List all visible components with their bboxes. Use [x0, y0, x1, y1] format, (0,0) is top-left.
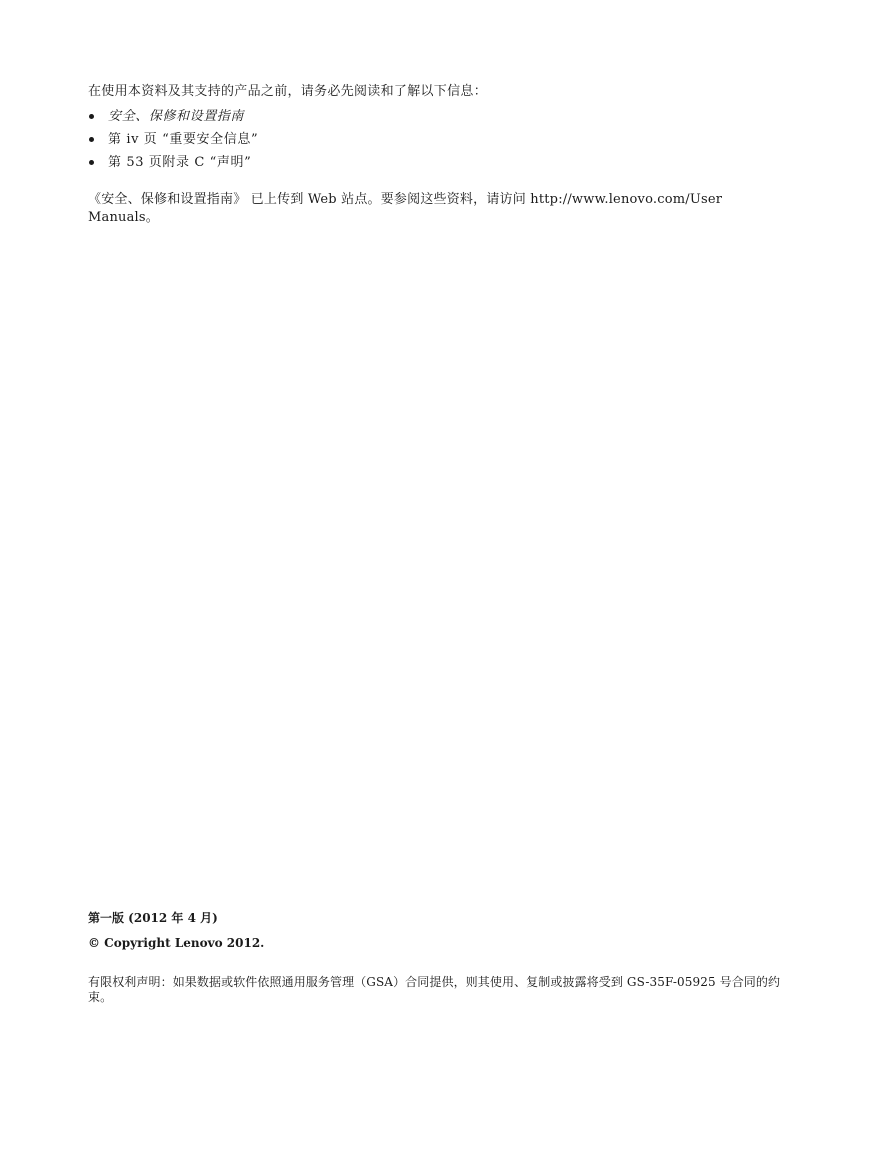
- list-item: [88, 154, 788, 177]
- bullet-icon: [89, 160, 94, 165]
- restricted-rights-notice: 有限权利声明：如果数据或软件依照通用服务管理（GSA）合同提供，则其使用、复制或披露将受到 GS-35F-05925 号合同的约束。: [88, 975, 781, 1004]
- bullet-icon: [89, 114, 94, 119]
- web-notice-text: 《安全、保修和设置指南》 已上传到 Web 站点。要参阅这些资料，请访问 http://www.lenovo.com/User Manuals。: [88, 192, 723, 225]
- list-item-text: 第 iv 页 “重要安全信息”: [108, 132, 259, 147]
- intro-text: 在使用本资料及其支持的产品之前，请务必先阅读和了解以下信息：: [88, 84, 488, 99]
- edition-line: 第一版 (2012 年 4 月): [88, 911, 218, 925]
- list-item-text: 第 53 页附录 C “声明”: [108, 155, 252, 170]
- list-item: [88, 131, 788, 154]
- required-reading-list: [88, 108, 788, 177]
- bullet-icon: [89, 137, 94, 142]
- list-item-text: 安全、保修和设置指南: [108, 109, 245, 124]
- copyright-line: © Copyright Lenovo 2012.: [88, 936, 265, 950]
- list-item: [88, 108, 788, 131]
